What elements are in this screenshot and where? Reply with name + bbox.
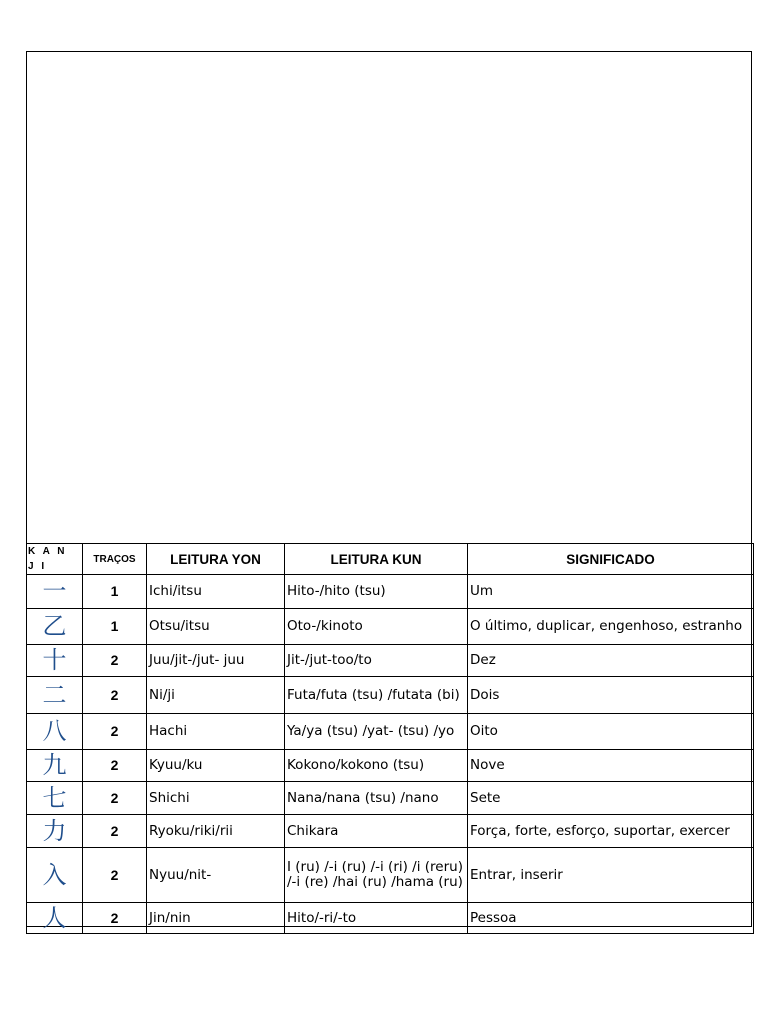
kanji-cell: 二 (27, 677, 83, 714)
tracos-cell: 2 (83, 848, 147, 903)
significado-cell: Sete (468, 782, 754, 815)
yon-cell: Kyuu/ku (147, 750, 285, 782)
tracos-cell: 2 (83, 815, 147, 848)
table-row (27, 609, 754, 645)
yon-cell: Jin/nin (147, 903, 285, 934)
kanji-cell: 乙 (27, 609, 83, 645)
kun-cell: Ya/ya (tsu) /yat- (tsu) /yo (285, 714, 468, 750)
significado-cell: Dois (468, 677, 754, 714)
header-row (27, 544, 754, 575)
significado-cell: Pessoa (468, 903, 754, 934)
table-row (27, 903, 754, 934)
tracos-cell: 2 (83, 677, 147, 714)
yon-cell: Ryoku/riki/rii (147, 815, 285, 848)
kun-cell: Chikara (285, 815, 468, 848)
significado-cell: Oito (468, 714, 754, 750)
kanji-cell: 一 (27, 575, 83, 609)
kun-cell: Kokono/kokono (tsu) (285, 750, 468, 782)
header-tracos: TRAÇOS (83, 544, 147, 575)
yon-cell: Otsu/itsu (147, 609, 285, 645)
tracos-cell: 2 (83, 645, 147, 677)
significado-cell: Força, forte, esforço, suportar, exercer (468, 815, 754, 848)
table-row (27, 815, 754, 848)
table-row (27, 782, 754, 815)
significado-cell: Um (468, 575, 754, 609)
table-row (27, 645, 754, 677)
yon-cell: Ichi/itsu (147, 575, 285, 609)
tracos-cell: 2 (83, 903, 147, 934)
kun-cell: Hito-/hito (tsu) (285, 575, 468, 609)
tracos-cell: 2 (83, 782, 147, 815)
tracos-cell: 2 (83, 714, 147, 750)
yon-cell: Hachi (147, 714, 285, 750)
table-row (27, 575, 754, 609)
yon-cell: Ni/ji (147, 677, 285, 714)
kun-cell: Jit-/jut-too/to (285, 645, 468, 677)
kanji-cell: 七 (27, 782, 83, 815)
kun-cell: Nana/nana (tsu) /nano (285, 782, 468, 815)
kanji-cell: 力 (27, 815, 83, 848)
table-row (27, 750, 754, 782)
significado-cell: O último, duplicar, engenhoso, estranho (468, 609, 754, 645)
kanji-cell: 九 (27, 750, 83, 782)
kanji-cell: 八 (27, 714, 83, 750)
significado-cell: Dez (468, 645, 754, 677)
kanji-cell: 人 (27, 903, 83, 934)
kanji-table (26, 543, 754, 934)
tracos-cell: 1 (83, 609, 147, 645)
header-kanji: K A N J I (27, 544, 83, 575)
table-row (27, 677, 754, 714)
yon-cell: Juu/jit-/jut- juu (147, 645, 285, 677)
table-row (27, 848, 754, 903)
yon-cell: Nyuu/nit- (147, 848, 285, 903)
tracos-cell: 1 (83, 575, 147, 609)
kanji-cell: 入 (27, 848, 83, 903)
significado-cell: Nove (468, 750, 754, 782)
page-frame (26, 51, 752, 932)
kanji-cell: 十 (27, 645, 83, 677)
significado-cell: Entrar, inserir (468, 848, 754, 903)
kun-cell: Hito/-ri/-to (285, 903, 468, 934)
header-leitura-kun: LEITURA KUN (285, 544, 468, 575)
kun-cell: Oto-/kinoto (285, 609, 468, 645)
tracos-cell: 2 (83, 750, 147, 782)
header-significado: SIGNIFICADO (468, 544, 754, 575)
table-row (27, 714, 754, 750)
kun-cell: I (ru) /-i (ru) /-i (ri) /i (reru) /-i (re) /hai (ru) /hama (ru) (285, 848, 468, 903)
kun-cell: Futa/futa (tsu) /futata (bi) (285, 677, 468, 714)
yon-cell: Shichi (147, 782, 285, 815)
header-leitura-yon: LEITURA YON (147, 544, 285, 575)
blank-area (27, 52, 751, 543)
